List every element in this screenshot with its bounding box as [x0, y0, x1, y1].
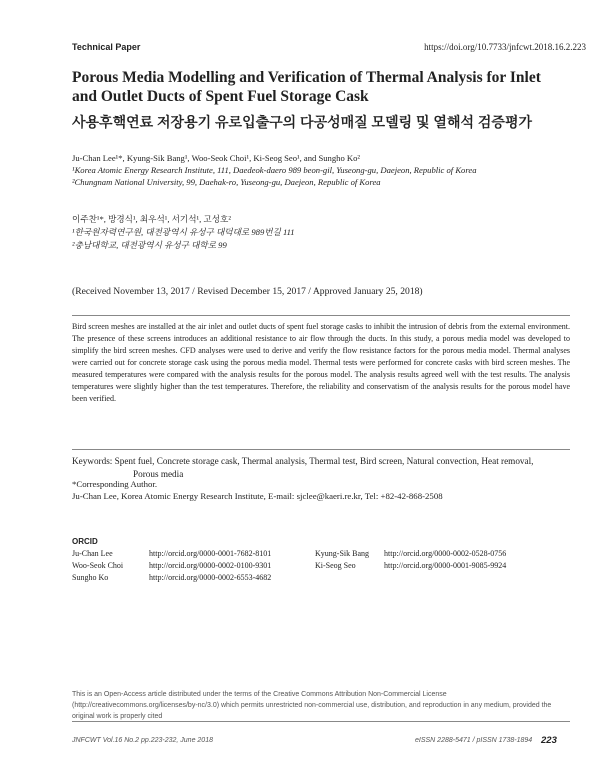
orcid-link[interactable]: http://orcid.org/0000-0002-0528-0756	[384, 549, 507, 558]
abstract-top-rule	[72, 315, 570, 316]
keywords-block	[72, 455, 570, 481]
abstract-bottom-rule	[72, 449, 570, 450]
corresponding-author-contact: Ju-Chan Lee, Korea Atomic Energy Research Institute, E-mail: sjclee@kaeri.re.kr, Tel: +82-42-868-2508	[72, 491, 443, 501]
orcid-link[interactable]: http://orcid.org/0000-0002-6553-4682	[149, 573, 272, 582]
license-notice: This is an Open-Access article distributed under the terms of the Creative Commons Attribution Non-Commercial License (http://creativecommons.org/licenses/by-nc/3.0) which permits unrestricted non-commercial use, distribution, and reproduction in any medium, provided the original work is properly cited	[72, 691, 552, 720]
affiliation-2: ²Chungnam National University, 99, Daehak-ro, Yuseong-gu, Daejeon, Republic of Korea	[72, 177, 381, 187]
orcid-name: Ki-Seog Seo	[315, 561, 356, 570]
orcid-name: Kyung-Sik Bang	[315, 549, 369, 558]
received-dates: (Received November 13, 2017 / Revised December 15, 2017 / Approved January 25, 2018)	[72, 286, 423, 297]
orcid-name: Sungho Ko	[72, 573, 109, 582]
paper-title-korean: 사용후핵연료 저장용기 유로입출구의 다공성매질 모델링 및 열해석 검증평가	[72, 114, 532, 130]
keywords-line-2: Porous media	[133, 469, 184, 479]
affiliation-1-korean: ¹한국원자력연구원, 대전광역시 유성구 대덕대로 989번길 111	[72, 227, 295, 237]
corresponding-author-label: *Corresponding Author.	[72, 479, 158, 489]
orcid-link[interactable]: http://orcid.org/0000-0001-9085-9924	[384, 561, 507, 570]
affiliation-2-korean: ²충남대학교, 대전광역시 유성구 대학로 99	[72, 240, 227, 250]
footer-rule	[72, 721, 570, 722]
keywords-line-1: Keywords: Spent fuel, Concrete storage cask, Thermal analysis, Thermal test, Bird screen, Natural convection, Heat removal,	[72, 456, 534, 466]
paper-title: Porous Media Modelling and Verification of Thermal Analysis for Inlet and Outlet Ducts of Spent Fuel Storage Cask	[72, 69, 541, 105]
orcid-link[interactable]: http://orcid.org/0000-0002-0100-9301	[149, 561, 272, 570]
issn-info: eISSN 2288-5471 / pISSN 1738-1894	[415, 737, 533, 744]
orcid-name: Woo-Seok Choi	[72, 561, 124, 570]
page-number: 223	[541, 735, 557, 746]
affiliation-1: ¹Korea Atomic Energy Research Institute, 111, Daedeok-daero 989 beon-gil, Yuseong-gu, Daejeon, Republic of Korea	[72, 165, 477, 175]
author-list: Ju-Chan Lee¹*, Kyung-Sik Bang¹, Woo-Seok Choi¹, Ki-Seog Seo¹, and Sungho Ko²	[72, 153, 360, 163]
orcid-name: Ju-Chan Lee	[72, 549, 113, 558]
author-list-korean: 이주찬¹*, 방경식¹, 최우석¹, 서기석¹, 고성호²	[72, 214, 231, 224]
abstract-text: Bird screen meshes are installed at the air inlet and outlet ducts of spent fuel storage casks to inhibit the intrusion of debris from the external environment. The presence of these screens introduces an additional resistance to air flow through the ducts. In this study, a porous media model was developed to simplify the bird screen meshes. CFD analyses were used to derive and verify the flow resistance factors for the porous media model. Thermal analyses were carried out for concrete storage cask using the porous media model. Thermal tests were performed for concrete casks with bird screen meshes. The measured temperatures were compared with the analysis results for the porous model. The analysis results agreed well with the test results. The analysis temperatures were slightly higher than the test temperatures. Therefore, the reliability and conservatism of the analysis results for the porous model have been verified.	[72, 322, 570, 403]
journal-citation: JNFCWT Vol.16 No.2 pp.223-232, June 2018	[72, 737, 213, 744]
orcid-heading: ORCID	[72, 537, 98, 546]
section-label: Technical Paper	[72, 42, 141, 52]
orcid-link[interactable]: http://orcid.org/0000-0001-7682-8101	[149, 549, 272, 558]
doi-link[interactable]: https://doi.org/10.7733/jnfcwt.2018.16.2.223	[424, 42, 586, 52]
